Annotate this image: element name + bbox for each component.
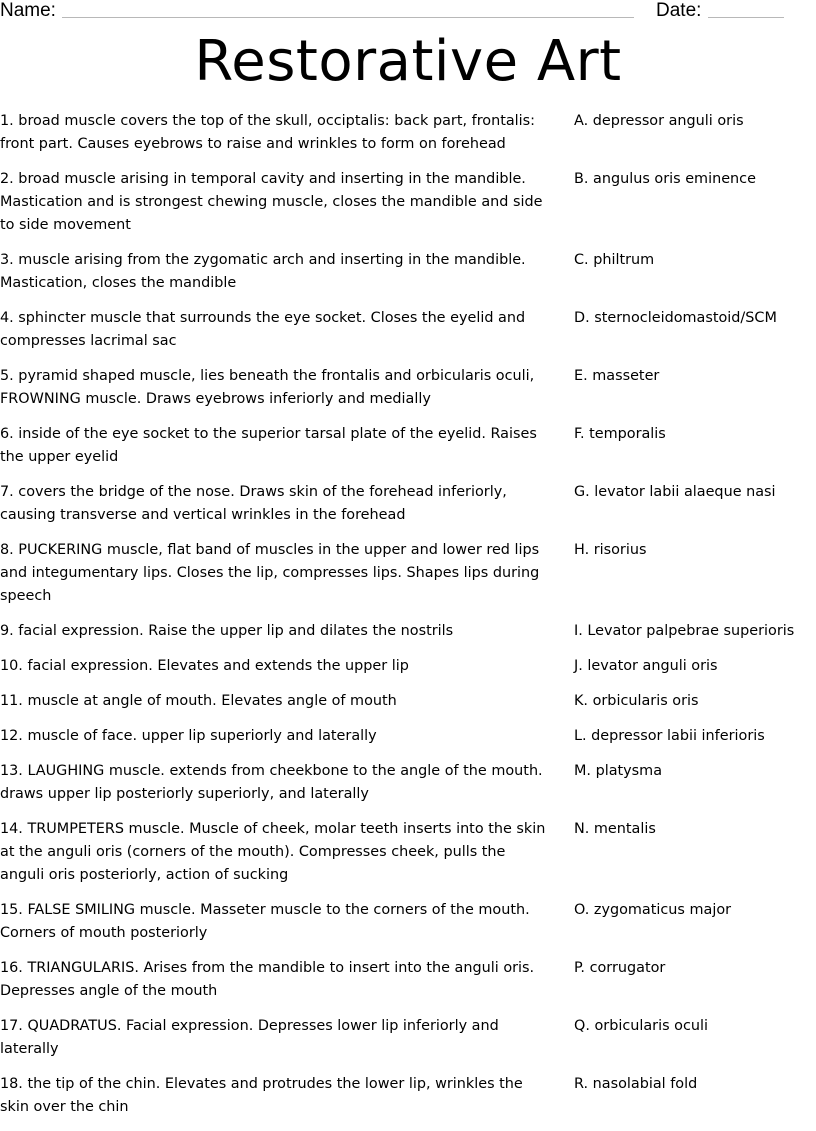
name-blank-line — [62, 17, 634, 18]
question-text: 6. inside of the eye socket to the superior tarsal plate of the eyelid. Raises the upper eyelid — [0, 426, 537, 465]
matching-row — [0, 1015, 816, 1061]
matching-row — [0, 655, 816, 678]
date-label: Date: — [656, 0, 702, 21]
matching-row — [0, 307, 816, 353]
question-text: 14. TRUMPETERS muscle. Muscle of cheek, molar teeth inserts into the skin at the anguli oris (corners of the mouth). Compresses cheek, pulls the anguli oris posteriorly, action of sucking — [0, 821, 546, 883]
answer-option: Q. orbicularis oculi — [574, 1018, 708, 1034]
question-text: 11. muscle at angle of mouth. Elevates angle of mouth — [0, 693, 397, 709]
answer-option: A. depressor anguli oris — [574, 113, 744, 129]
question-text: 18. the tip of the chin. Elevates and protrudes the lower lip, wrinkles the skin over the chin — [0, 1076, 523, 1115]
answer-option: L. depressor labii inferioris — [574, 728, 765, 744]
answer-option: F. temporalis — [574, 426, 666, 442]
matching-row — [0, 725, 816, 748]
answer-option: G. levator labii alaeque nasi — [574, 484, 776, 500]
matching-list — [0, 110, 816, 1131]
question-text: 3. muscle arising from the zygomatic arch and inserting in the mandible. Mastication, closes the mandible — [0, 252, 526, 291]
matching-row — [0, 818, 816, 887]
matching-row — [0, 365, 816, 411]
answer-option: D. sternocleidomastoid/SCM — [574, 310, 777, 326]
name-label: Name: — [0, 0, 56, 21]
matching-row — [0, 168, 816, 237]
matching-row — [0, 760, 816, 806]
page-title: Restorative Art — [194, 29, 622, 94]
answer-option: O. zygomaticus major — [574, 902, 732, 918]
question-text: 12. muscle of face. upper lip superiorly and laterally — [0, 728, 377, 744]
question-text: 4. sphincter muscle that surrounds the eye socket. Closes the eyelid and compresses lacrimal sac — [0, 310, 526, 349]
answer-option: N. mentalis — [574, 821, 656, 837]
matching-row — [0, 481, 816, 527]
question-text: 16. TRIANGULARIS. Arises from the mandible to insert into the anguli oris. Depresses angle of the mouth — [0, 960, 535, 999]
question-text: 15. FALSE SMILING muscle. Masseter muscle to the corners of the mouth. Corners of mouth posteriorly — [0, 902, 530, 941]
matching-row — [0, 110, 816, 156]
answer-option: E. masseter — [574, 368, 660, 384]
question-text: 10. facial expression. Elevates and extends the upper lip — [0, 658, 409, 674]
matching-row — [0, 1073, 816, 1119]
matching-row — [0, 539, 816, 608]
matching-row — [0, 249, 816, 295]
question-text: 2. broad muscle arising in temporal cavity and inserting in the mandible. Mastication and is strongest chewing muscle, closes the mandible and side to side movement — [0, 171, 543, 233]
question-text: 9. facial expression. Raise the upper lip and dilates the nostrils — [0, 623, 454, 639]
matching-row — [0, 957, 816, 1003]
matching-row — [0, 899, 816, 945]
answer-option: B. angulus oris eminence — [574, 171, 756, 187]
matching-row — [0, 620, 816, 643]
answer-option: J. levator anguli oris — [574, 658, 718, 674]
question-text: 13. LAUGHING muscle. extends from cheekbone to the angle of the mouth. draws upper lip posteriorly superiorly, and laterally — [0, 763, 543, 802]
matching-row — [0, 690, 816, 713]
question-text: 5. pyramid shaped muscle, lies beneath the frontalis and orbicularis oculi, FROWNING muscle. Draws eyebrows inferiorly and medially — [0, 368, 535, 407]
question-text: 1. broad muscle covers the top of the skull, occiptalis: back part, frontalis: front part. Causes eyebrows to raise and wrinkles to form on forehead — [0, 113, 536, 152]
question-text: 17. QUADRATUS. Facial expression. Depresses lower lip inferiorly and laterally — [0, 1018, 499, 1057]
worksheet-header — [0, 0, 816, 24]
answer-option: K. orbicularis oris — [574, 693, 699, 709]
answer-option: I. Levator palpebrae superioris — [574, 623, 795, 639]
answer-option: C. philtrum — [574, 252, 655, 268]
question-text: 8. PUCKERING muscle, flat band of muscles in the upper and lower red lips and integumentary lips. Closes the lip, compresses lips. Shapes lips during speech — [0, 542, 540, 604]
answer-option: M. platysma — [574, 763, 663, 779]
question-text: 7. covers the bridge of the nose. Draws skin of the forehead inferiorly, causing transverse and vertical wrinkles in the forehead — [0, 484, 507, 523]
answer-option: H. risorius — [574, 542, 647, 558]
answer-option: P. corrugator — [574, 960, 666, 976]
answer-option: R. nasolabial fold — [574, 1076, 698, 1092]
date-blank-line — [708, 17, 784, 18]
matching-row — [0, 423, 816, 469]
